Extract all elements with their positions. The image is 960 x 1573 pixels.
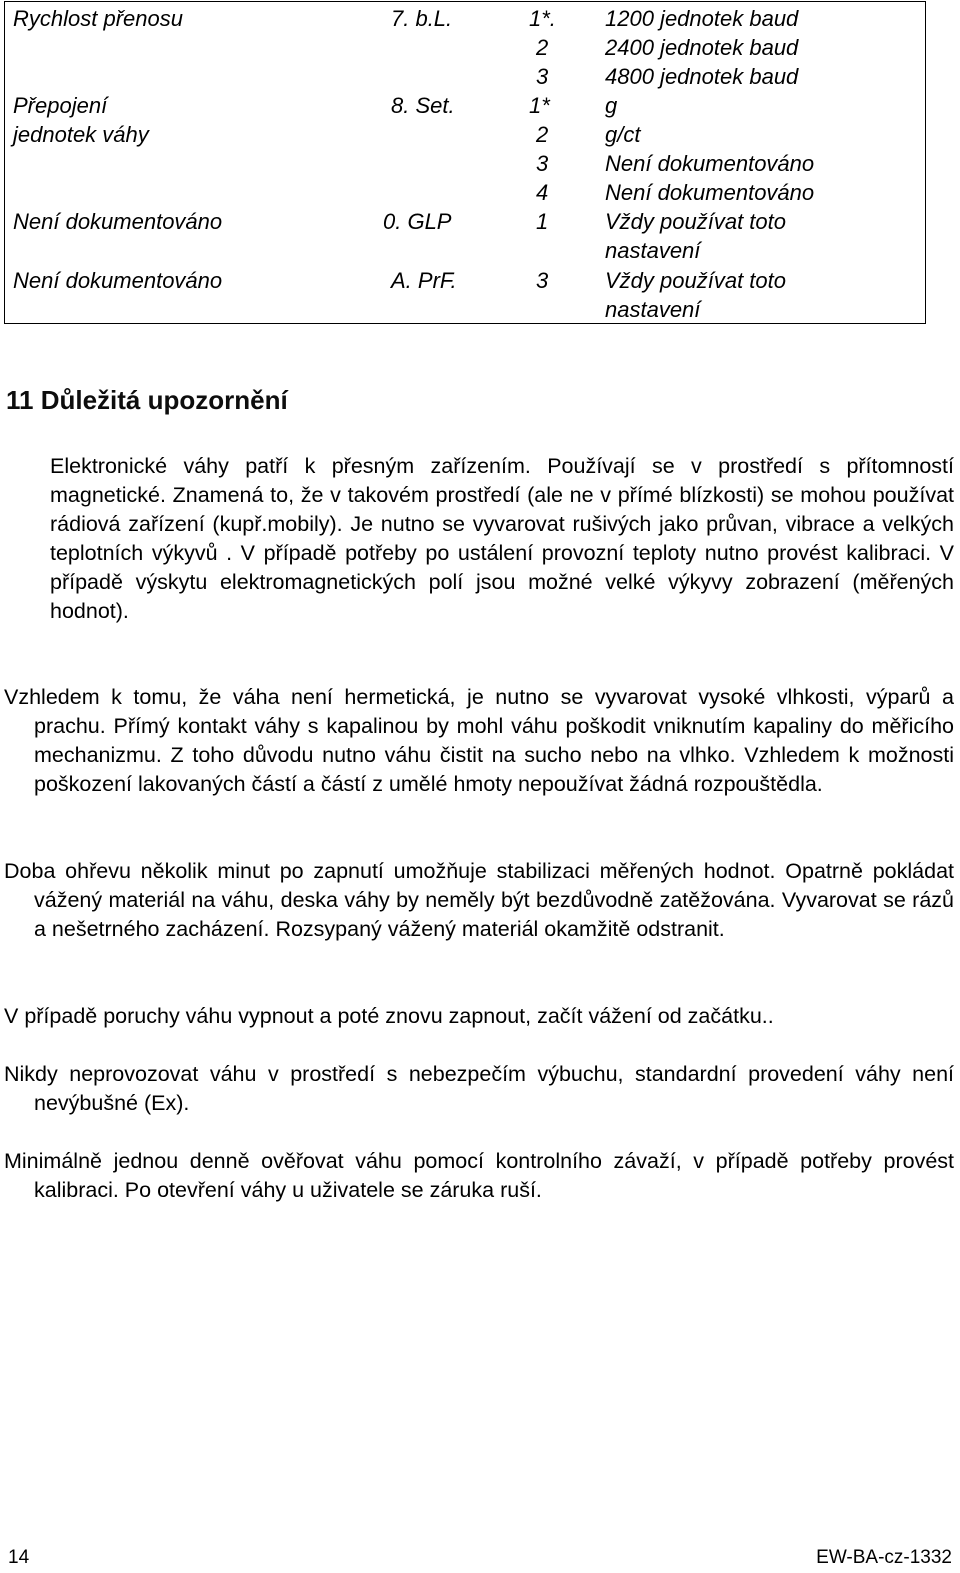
option-descriptions bbox=[605, 266, 786, 324]
option-description: Není dokumentováno bbox=[605, 151, 815, 176]
option-codes bbox=[529, 91, 550, 207]
option-description: Vždy používat toto bbox=[605, 268, 786, 293]
option-code: 1 bbox=[536, 209, 549, 234]
menu-code: 7. b.L. bbox=[391, 6, 453, 31]
option-code: 3 bbox=[536, 64, 549, 89]
paragraph-magnetic: Elektronické váhy patří k přesným zařízením. Používají se v prostředí s přítomností magnetické. Znamená to, že v takovém prostředí (ale ne v přímé blízkosti) se mohou používat rádiová zařízení (kupř.mobily). Je nutno se vyvarovat rušivých jako průvan, vibrace a velkých teplotních výkyvů . V případě potřeby po ustálení provozní teploty nutno provést kalibraci. V případě výskytu elektromagnetických polí jsou možné velké výkyvy zobrazení (měřených hodnot). bbox=[50, 454, 954, 623]
row-label-line: jednotek váhy bbox=[13, 122, 149, 147]
option-descriptions bbox=[605, 207, 786, 265]
option-code: 2 bbox=[536, 35, 549, 60]
option-codes bbox=[529, 4, 556, 91]
paragraph-explosion: Nikdy neprovozovat váhu v prostředí s nebezpečím výbuchu, standardní provedení váhy není nevýbušné (Ex). bbox=[4, 1062, 954, 1115]
paragraph-fault: V případě poruchy váhu vypnout a poté znovu zapnout, začít vážení od začátku.. bbox=[4, 1004, 774, 1028]
paragraph-calibration: Minimálně jednou denně ověřovat váhu pomocí kontrolního závaží, v případě potřeby provést kalibraci. Po otevření váhy u uživatele se záruka ruší. bbox=[4, 1149, 954, 1202]
option-code: 3 bbox=[536, 151, 549, 176]
row-label bbox=[13, 266, 222, 295]
paragraph-humidity: Vzhledem k tomu, že váha není hermetická, je nutno se vyvarovat vysoké vlhkosti, výparů a prachu. Přímý kontakt váhy s kapalinou by mohl váhu poškodit vniknutím kapaliny do měřicího mechanizmu. Z toho důvodu nutno váhu čistit na sucho nebo na vlhko. Vzhledem k možnosti poškození lakovaných částí a částí z umělé hmoty nepoužívat žádná rozpouštědla. bbox=[4, 685, 954, 796]
page-number: 14 bbox=[8, 1547, 30, 1568]
option-code: 1*. bbox=[529, 6, 556, 31]
option-codes bbox=[529, 266, 548, 295]
option-code: 1* bbox=[529, 93, 550, 118]
option-description: Není dokumentováno bbox=[605, 180, 815, 205]
document-code: EW-BA-cz-1332 bbox=[816, 1547, 952, 1568]
option-description: 2400 jednotek baud bbox=[605, 35, 799, 60]
option-descriptions bbox=[605, 4, 798, 91]
row-label-line: Není dokumentováno bbox=[13, 268, 223, 293]
option-description: Vždy používat toto bbox=[605, 209, 786, 234]
option-description: 1200 jednotek baud bbox=[605, 6, 799, 31]
option-description: g bbox=[605, 93, 618, 118]
option-description: g/ct bbox=[605, 122, 641, 147]
row-label bbox=[13, 207, 222, 236]
row-label bbox=[13, 91, 149, 149]
row-label-line: Rychlost přenosu bbox=[13, 6, 183, 31]
option-description: nastavení bbox=[605, 238, 701, 263]
option-description: nastavení bbox=[605, 297, 701, 322]
option-descriptions bbox=[605, 91, 814, 207]
option-code: 4 bbox=[536, 180, 549, 205]
settings-table bbox=[4, 1, 926, 324]
row-label-line: Není dokumentováno bbox=[13, 209, 223, 234]
menu-code: A. PrF. bbox=[391, 268, 457, 293]
row-label bbox=[13, 4, 183, 33]
option-codes bbox=[529, 207, 548, 236]
paragraph-warmup: Doba ohřevu několik minut po zapnutí umožňuje stabilizaci měřených hodnot. Opatrně pokládat vážený materiál na váhu, deska váhy by neměly být bezdůvodně zatěžována. Vyvarovat se rázů a nešetrného zacházení. Rozsypaný vážený materiál okamžitě odstranit. bbox=[4, 859, 954, 941]
menu-code: 8. Set. bbox=[391, 93, 455, 118]
row-label-line: Přepojení bbox=[13, 93, 108, 118]
option-code: 3 bbox=[536, 268, 549, 293]
section-heading: 11 Důležitá upozornění bbox=[6, 385, 288, 415]
option-code: 2 bbox=[536, 122, 549, 147]
option-description: 4800 jednotek baud bbox=[605, 64, 799, 89]
menu-code: 0. GLP bbox=[383, 209, 452, 234]
